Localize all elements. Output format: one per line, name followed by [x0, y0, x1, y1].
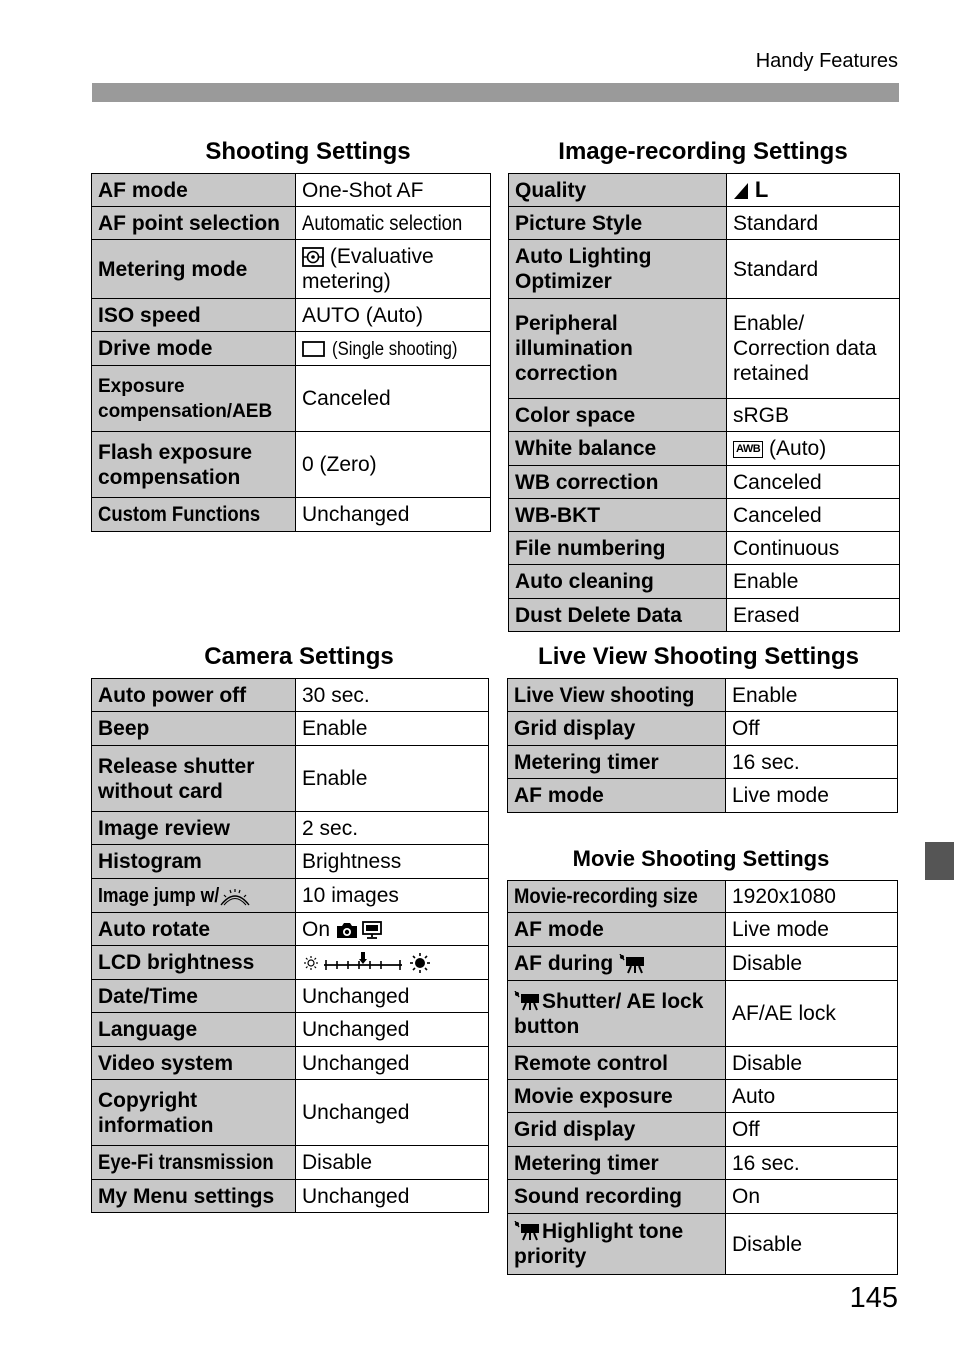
setting-value: Enable [727, 565, 900, 599]
setting-value: Off [726, 712, 898, 746]
setting-name: Video system [92, 1047, 296, 1080]
setting-value: Enable [296, 746, 489, 812]
setting-name: Flash exposure compensation [92, 432, 296, 498]
setting-value: Unchanged [296, 1013, 489, 1047]
table-row [509, 299, 900, 399]
setting-value: Standard [727, 240, 900, 299]
table-row [92, 879, 489, 913]
camera-settings-table [91, 678, 489, 1213]
setting-name: Auto cleaning [509, 565, 727, 599]
table-row [509, 174, 900, 207]
setting-value: AUTO (Auto) [296, 299, 491, 332]
table-row [509, 466, 900, 499]
brightness-scale-icon [302, 951, 432, 975]
setting-value: On [726, 1180, 898, 1214]
table-row [92, 812, 489, 845]
movie-icon [619, 954, 647, 974]
table-row [509, 532, 900, 565]
setting-name: My Menu settings [92, 1180, 296, 1213]
table-row [508, 947, 898, 981]
table-row [508, 1113, 898, 1147]
setting-value: Continuous [727, 532, 900, 565]
setting-value: Erased [727, 599, 900, 632]
table-row [92, 746, 489, 812]
setting-name-text: Eye-Fi transmission [98, 1151, 274, 1174]
setting-value: Unchanged [296, 1180, 489, 1213]
setting-value: Unchanged [296, 1080, 489, 1146]
setting-value [296, 946, 489, 980]
setting-value: Brightness [296, 845, 489, 879]
table-row [508, 679, 898, 712]
setting-name: Exposure compensation/AEB [92, 366, 296, 432]
setting-value: Off [726, 1113, 898, 1147]
image-recording-settings-table [508, 173, 900, 632]
setting-name: White balance [509, 432, 727, 466]
running-header: Handy Features [755, 50, 898, 72]
setting-name: Language [92, 1013, 296, 1047]
setting-name: Metering mode [92, 240, 296, 299]
setting-value-text: (Auto) [769, 437, 827, 460]
setting-name: Grid display [508, 1113, 726, 1147]
setting-name: Date/Time [92, 980, 296, 1013]
movie-settings-table [507, 880, 898, 1275]
movie-icon [514, 1221, 542, 1241]
setting-value: 16 sec. [726, 746, 898, 779]
live-view-settings-table [507, 678, 898, 813]
setting-name: AF mode [508, 779, 726, 813]
setting-name-text: Highlight tone priority [514, 1220, 684, 1268]
setting-value-text: (Single shooting) [331, 338, 458, 360]
setting-value: Unchanged [296, 1047, 489, 1080]
table-row [508, 1180, 898, 1214]
camera-monitor-icon [336, 920, 384, 940]
evaluative-metering-icon [302, 247, 324, 267]
setting-name-text: Live View shooting [514, 683, 695, 707]
live-view-settings-title: Live View Shooting Settings [538, 643, 859, 670]
table-row [508, 779, 898, 813]
setting-name: Histogram [92, 845, 296, 879]
setting-name: Grid display [508, 712, 726, 746]
setting-value: Unchanged [296, 498, 491, 532]
table-row [92, 980, 489, 1013]
table-row [92, 1080, 489, 1146]
setting-value: Live mode [726, 913, 898, 947]
table-row [92, 207, 491, 240]
table-row [92, 1180, 489, 1213]
setting-value [727, 432, 900, 466]
setting-value: Auto [726, 1080, 898, 1113]
table-row [92, 913, 489, 946]
table-row [508, 1147, 898, 1180]
single-shooting-icon [302, 340, 326, 358]
setting-value [296, 332, 491, 366]
setting-value: Live mode [726, 779, 898, 813]
setting-value: 1920x1080 [726, 881, 898, 913]
setting-value: One-Shot AF [296, 174, 491, 207]
setting-name: Peripheral illumination correction [509, 299, 727, 399]
setting-value [296, 207, 491, 240]
setting-name: File numbering [509, 532, 727, 565]
table-row [508, 1080, 898, 1113]
setting-name: Auto rotate [92, 913, 296, 946]
table-row [92, 332, 491, 366]
setting-name-text: Image jump w/ [98, 884, 220, 907]
setting-value-text: On [302, 917, 331, 941]
table-row [508, 981, 898, 1047]
setting-name: Picture Style [509, 207, 727, 240]
table-row [509, 599, 900, 632]
setting-name: Quality [509, 174, 727, 207]
setting-value: Canceled [727, 466, 900, 499]
setting-name [508, 881, 726, 913]
image-recording-settings-title: Image-recording Settings [558, 138, 848, 165]
setting-value: 30 sec. [296, 679, 489, 712]
setting-name-text: Movie-recording size [514, 885, 698, 908]
table-row [509, 565, 900, 599]
setting-value: 2 sec. [296, 812, 489, 845]
setting-value-text: (Evaluative metering) [302, 245, 434, 293]
setting-name [508, 1214, 726, 1275]
setting-name: LCD brightness [92, 946, 296, 980]
setting-name: AF mode [92, 174, 296, 207]
setting-name: Sound recording [508, 1180, 726, 1214]
table-row [92, 1047, 489, 1080]
table-row [92, 845, 489, 879]
setting-value [296, 240, 491, 299]
table-row [92, 1146, 489, 1180]
movie-settings-title: Movie Shooting Settings [572, 846, 830, 871]
setting-value-text: L [754, 177, 769, 202]
setting-name [92, 879, 296, 913]
chapter-tab [925, 842, 954, 880]
setting-name [92, 1146, 296, 1180]
setting-name: Metering timer [508, 1147, 726, 1180]
setting-value: Canceled [296, 366, 491, 432]
setting-name: Movie exposure [508, 1080, 726, 1113]
setting-name: ISO speed [92, 299, 296, 332]
setting-value: Canceled [727, 499, 900, 532]
setting-value: Enable/ Correction data retained [727, 299, 900, 399]
setting-name: Metering timer [508, 746, 726, 779]
setting-name: Drive mode [92, 332, 296, 366]
setting-name: Release shutter without card [92, 746, 296, 812]
table-row [508, 913, 898, 947]
table-row [92, 712, 489, 746]
setting-name: WB correction [509, 466, 727, 499]
table-row [509, 240, 900, 299]
setting-name [508, 947, 726, 981]
setting-name: Copyright information [92, 1080, 296, 1146]
table-row [92, 240, 491, 299]
setting-name: Image review [92, 812, 296, 845]
table-row [509, 207, 900, 240]
shooting-settings-title: Shooting Settings [205, 138, 411, 165]
setting-value: AF/AE lock [726, 981, 898, 1047]
setting-name-text: Custom Functions [98, 503, 261, 526]
table-row [92, 946, 489, 980]
setting-name: WB-BKT [509, 499, 727, 532]
setting-value: 10 images [296, 879, 489, 913]
setting-name: AF point selection [92, 207, 296, 240]
setting-value: Unchanged [296, 980, 489, 1013]
awb-icon: AWB [733, 441, 763, 458]
header-bar [92, 83, 899, 102]
setting-name: AF mode [508, 913, 726, 947]
table-row [509, 499, 900, 532]
setting-name: Remote control [508, 1047, 726, 1080]
table-row [92, 299, 491, 332]
setting-value: Enable [726, 679, 898, 712]
setting-value: Enable [296, 712, 489, 746]
setting-value-text: Automatic selection [302, 211, 463, 235]
setting-value: sRGB [727, 399, 900, 432]
movie-icon [514, 991, 542, 1011]
table-row [509, 432, 900, 466]
table-row [508, 746, 898, 779]
main-dial-icon [218, 885, 252, 907]
setting-name-text: Shutter/ AE lock button [514, 989, 704, 1038]
setting-value: Standard [727, 207, 900, 240]
table-row [508, 881, 898, 913]
setting-name: Auto Lighting Optimizer [509, 240, 727, 299]
table-row [92, 1013, 489, 1047]
table-row [508, 712, 898, 746]
setting-value: Disable [726, 947, 898, 981]
page-number: 145 [849, 1282, 898, 1314]
table-row [92, 498, 491, 532]
table-row [508, 1214, 898, 1275]
setting-value: 16 sec. [726, 1147, 898, 1180]
table-row [92, 432, 491, 498]
setting-name [92, 498, 296, 532]
table-row [92, 366, 491, 432]
setting-value [727, 174, 900, 207]
table-row [509, 399, 900, 432]
shooting-settings-table [91, 173, 491, 532]
setting-name: Color space [509, 399, 727, 432]
setting-name: Dust Delete Data [509, 599, 727, 632]
setting-value [296, 913, 489, 946]
table-row [92, 679, 489, 712]
camera-settings-title: Camera Settings [204, 643, 394, 670]
setting-value: Disable [296, 1146, 489, 1180]
setting-value: Disable [726, 1214, 898, 1275]
setting-name [508, 981, 726, 1047]
setting-name: Auto power off [92, 679, 296, 712]
setting-name-text: AF during [514, 952, 614, 975]
setting-value: Disable [726, 1047, 898, 1080]
table-row [508, 1047, 898, 1080]
setting-name: Beep [92, 712, 296, 746]
setting-value: 0 (Zero) [296, 432, 491, 498]
fine-quality-icon [733, 182, 749, 200]
setting-name [508, 679, 726, 712]
table-row [92, 174, 491, 207]
